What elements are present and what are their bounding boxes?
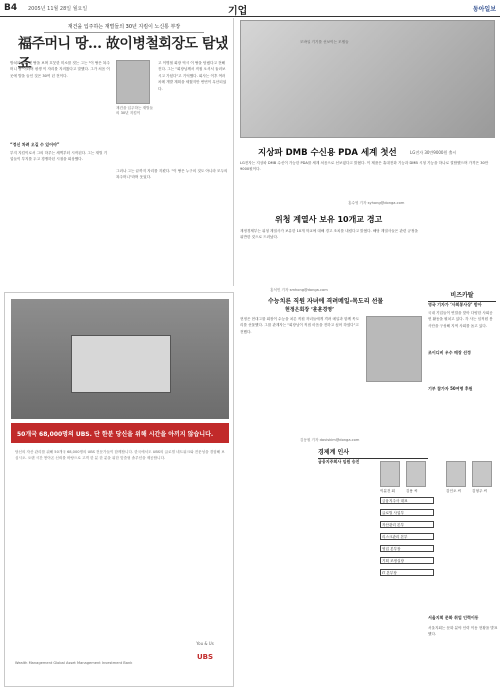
ubs-advertisement [4, 292, 234, 687]
econ-bottom-body: 서울지회는 문화 분야 인력 이동 현황을 발표했다. [428, 626, 498, 637]
feature-portrait-photo [116, 60, 150, 104]
feature-body-col1b: 부지 지킴이로서 그의 하루는 새벽부터 시작된다. 그는 재벌 기업들이 부지를 두고 경쟁하던 시절을 회상했다. [10, 151, 108, 162]
position-box: 리스크관리 본부 [380, 533, 434, 540]
person-portrait [446, 461, 466, 487]
sidebar-body: 국내 기업들이 연말을 맞아 다양한 사회공헌 활동을 펼치고 있다. 각 사는 임직원 봉사단을 구성해 지역 사회를 돕고 있다. [428, 311, 493, 328]
article-gift-title: 수능치른 직원 자녀에 격려메일-목도리 선물 [268, 298, 384, 305]
feature-headline: 福주머니 땅… 故이병철회장도 탐냈죠 [18, 36, 228, 72]
product-photo-caption: 모바일 기기를 선보이는 모델들 [300, 40, 349, 44]
newspaper-brand: 동아일보 [472, 6, 496, 13]
sidebar-item: 조이디비 우수 매장 선정 [428, 350, 471, 355]
section-title: 기업 [228, 6, 248, 17]
econ-subtitle: 금융지주회사 임원 승진 [318, 459, 360, 464]
sidebar-title: 비즈카탈 [428, 290, 496, 302]
person-name: 김형주 씨 [472, 489, 488, 493]
feature-kicker: 재건을 입주하는 재벌들의 30년 지킴이 노신통 부장 [44, 23, 204, 33]
page-number: B4 [4, 3, 18, 13]
article-warning-title: 위청 계열사 보유 10개교 경고 [275, 215, 383, 224]
ad-logo-name: UBS [196, 653, 214, 661]
sidebar-item: 영국 기자가 ‘사회봉사상’ 받아 [428, 302, 482, 307]
person-name: 김인오 씨 [446, 489, 462, 493]
article-warning-body: 재정경제부는 위청 계열사가 보유한 10개 학교에 대해 경고 조치를 내렸다고 밝혔다. 해당 계열사들은 관련 규정을 위반한 것으로 드러났다. [240, 229, 418, 240]
article-gift-byline: 김동원 기자 daviskim@donga.com [300, 438, 360, 442]
article-gift-subtitle: 현정은회장 ‘훈훈경영’ [285, 307, 335, 313]
position-box: 자산관리 본부 [380, 521, 434, 528]
article-dmb-title: 지상파 DMB 수신용 PDA 세계 첫선 [258, 148, 397, 158]
ad-footer: Wealth Management Global Asset Management Investment Bank [15, 661, 133, 665]
issue-date: 2005년 11월 28일 월요일 [28, 6, 88, 12]
position-box: 기획 조정실장 [380, 557, 434, 564]
position-box: 금융지주사 대표 [380, 497, 434, 504]
person-portrait [380, 461, 400, 487]
ad-banner: 50개국 68,000명의 UBS. 단 한분 당신을 위해 시간을 아끼지 않습니다. [11, 423, 229, 443]
person-portrait [472, 461, 492, 487]
sidebar-item: 기부 참가자 50여명 후원 [428, 386, 473, 391]
feature-photo-caption: 재건을 입주하는 재벌들의 30년 지킴이 [116, 106, 153, 115]
ad-photo [11, 299, 229, 419]
econ-bottom-title: 서울지회 문화 취업 인력이동 [428, 615, 479, 620]
econ-section-title: 경제계 인사 [318, 447, 428, 459]
article-dmb-subtitle: LG전자 30만9000원 출시 [410, 150, 457, 155]
article-dmb-byline: 홍수영 기자 syhong@donga.com [348, 201, 405, 205]
position-box: 영업 본부장 [380, 545, 434, 552]
ad-tagline: You & Us [196, 641, 214, 646]
feature-article [4, 18, 234, 286]
page-header [0, 0, 500, 17]
ad-photo-screen [71, 335, 171, 393]
position-box: IT 본부장 [380, 569, 434, 576]
feature-body-col2b: 그러나 그는 끝까지 자리를 지켰다. "이 땅은 누구의 것도 아니라 모두의 복주머니"라며 웃었다. [116, 169, 228, 180]
person-name: 김용 씨 [406, 489, 418, 493]
position-box: 글로벌 사업부 [380, 509, 434, 516]
ad-body-text: 당신의 자산 관리를 위해 50개국 68,000명의 UBS 전문가들이 함께합니다. 한국에서도 UBS의 글로벌 네트워크와 전문성을 경험해 보십시오. 오랜 시간 쌓아온 신뢰를 바탕으로 고객 한 분 한 분을 위한 맞춤형 솔루션을 제공합니다. [15, 450, 225, 460]
feature-subhead: “정신 차려 오길 수 있어야” [10, 142, 60, 147]
article-gift-body: 현정은 현대그룹 회장이 수능을 치른 직원 자녀들에게 격려 메일과 함께 목도리를 선물했다. 그룹 관계자는 "회장님이 직접 마음을 전하고 싶어 하셨다"고 전했다. [240, 317, 360, 334]
feature-body-col2: 고 이병철 회장 역시 이 땅을 탐냈다고 전해진다. 그는 "회장님께서 직접 오셔서 둘러보시고 가셨다"고 기억했다. 회사는 이후 여러 차례 개발 계획을 세웠지만 번번이 무산되었다. [158, 61, 227, 91]
person-portrait [406, 461, 426, 487]
person-name: 이분건 회 [380, 489, 396, 493]
product-photo [240, 20, 495, 138]
article-warning-byline: 홍석민 기자 smhong@donga.com [270, 288, 328, 292]
feature-body-col1: 방치되었던 옛 땅을 보며 흐뭇한 미소를 짓는 그는 "이 땅은 복주머니 땅"이라며 평생 이 자리를 지켜왔다고 말했다. 그가 처음 이곳에 발을 들인 것은 30여 년 전이다. [10, 61, 110, 78]
article-dmb-body: LG전자는 지상파 DMB 수신이 가능한 PDA를 세계 처음으로 선보였다고 밝혔다. 이 제품은 휴대전화 기능과 DMB 시청 기능을 하나로 결합했으며 가격은 30만9000원이다. [240, 161, 489, 172]
ceo-portrait-photo [366, 316, 422, 382]
